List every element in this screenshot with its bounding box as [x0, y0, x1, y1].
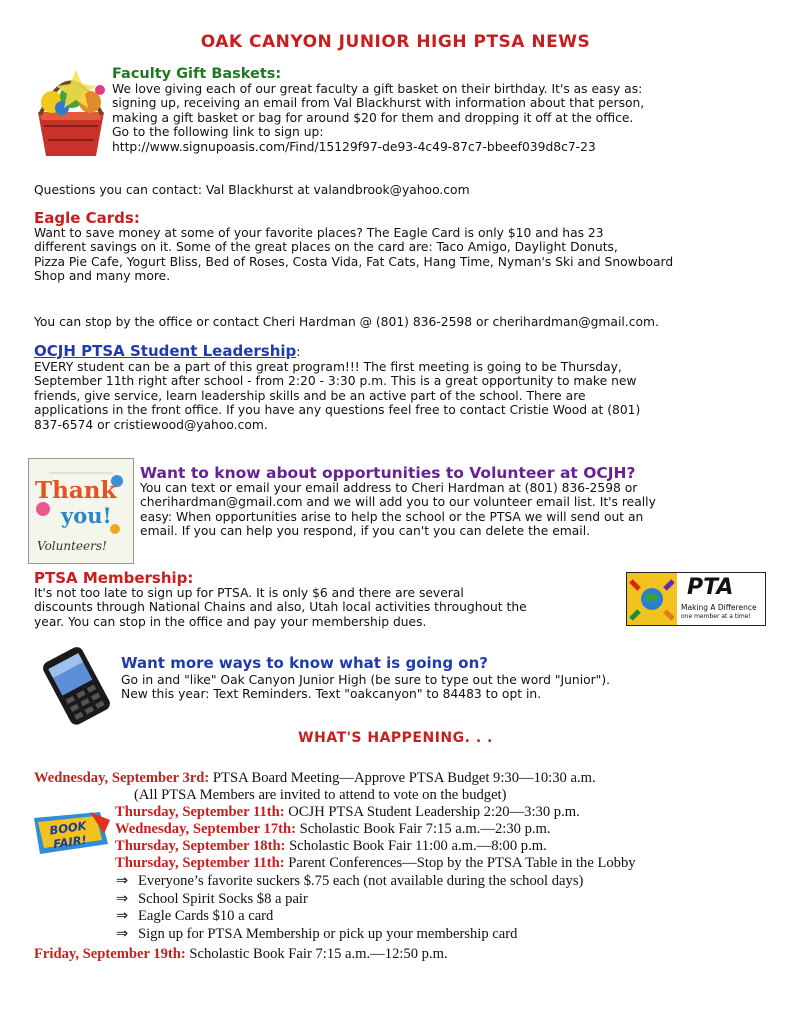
page-title: OAK CANYON JUNIOR HIGH PTSA NEWS [200, 32, 591, 52]
volunteer-line: easy: When opportunities arise to help the school or the PTSA we will send out an [140, 509, 644, 524]
pta-logo-sub1: Making A Difference [681, 603, 757, 612]
leadership-line: September 11th right after school - from 2:20 - 3:30 p.m. This is a great opportunity to make new [34, 374, 637, 389]
bullet-text: Everyone’s favorite suckers $.75 each (not available during the school days) [138, 873, 584, 889]
membership-heading: PTSA Membership: [34, 569, 194, 587]
volunteers-caption: Volunteers! [37, 539, 107, 553]
membership-line: discounts through National Chains and also, Utah local activities throughout the [34, 600, 527, 615]
bullet-text: School Spirit Socks $8 a pair [138, 890, 308, 907]
pta-logo-text: PTA [687, 575, 734, 600]
volunteer-line: email. If you can help you respond, if you can't you can delete the email. [140, 524, 591, 539]
ways-heading: Want more ways to know what is going on? [121, 654, 488, 672]
signup-link[interactable]: http://www.signupoasis.com/Find/15129f97-de93-4c49-87c7-bbeef039d8c7-23 [112, 139, 596, 154]
leadership-line: applications in the front office. If you have any questions feel free to contact Cristie Wood at (801) [34, 403, 641, 418]
event-date: Wednesday, September 17th: [115, 821, 296, 837]
event-date: Wednesday, September 3rd: [34, 770, 210, 786]
volunteer-section [140, 466, 758, 539]
faculty-section [112, 67, 758, 155]
membership-section [34, 571, 622, 629]
ways-section [121, 656, 761, 702]
bullet-text: Sign up for PTSA Membership or pick up your membership card [138, 925, 518, 942]
faculty-line: signing up, receiving an email from Val Blackhurst with information about that person, [112, 96, 645, 111]
volunteer-heading: Want to know about opportunities to Volunteer at OCJH? [140, 464, 636, 482]
event-text: Scholastic Book Fair 7:15 a.m.—2:30 p.m. [295, 821, 551, 837]
eagle-contact: You can stop by the office or contact Cheri Hardman @ (801) 836-2598 or cherihardman@gmail.com. [34, 315, 659, 329]
leadership-line: friends, give service, learn leadership skills and be an active part of the school. There are [34, 388, 586, 403]
arrow-icon: ⇒ [116, 925, 129, 942]
event-date: Thursday, September 11th: [115, 804, 285, 820]
pta-logo [626, 572, 766, 626]
event-text: Scholastic Book Fair 11:00 a.m.—8:00 p.m. [285, 838, 547, 854]
arrow-icon: ⇒ [116, 908, 129, 925]
gift-basket-icon [30, 60, 112, 158]
eagle-line: different savings on it. Some of the great places on the card are: Taco Amigo, Daylight Donuts, [34, 240, 618, 255]
pta-logo-sub2: one member at a time! [681, 613, 751, 620]
faculty-contact: Questions you can contact: Val Blackhurst at valandbrook@yahoo.com [34, 183, 470, 197]
eagle-line: Shop and many more. [34, 269, 171, 284]
event-row [115, 855, 785, 873]
faculty-line: We love giving each of our great faculty a gift basket on their birthday. It's as easy as: [112, 81, 643, 96]
eagle-line: Want to save money at some of your favorite places? The Eagle Card is only $10 and has 23 [34, 225, 604, 240]
eagle-heading: Eagle Cards: [34, 209, 140, 227]
hands-globe-icon [627, 573, 677, 625]
leadership-line: 837-6574 or cristiewood@yahoo.com. [34, 417, 268, 432]
ways-line: New this year: Text Reminders. Text "oakcanyon" to 84483 to opt in. [121, 687, 542, 702]
you-word: you! [61, 503, 112, 528]
event-date: Friday, September 19th: [34, 946, 186, 962]
arrow-icon: ⇒ [116, 873, 129, 889]
event-text: Parent Conferences—Stop by the PTSA Table in the Lobby [284, 855, 636, 871]
event-text: OCJH PTSA Student Leadership 2:20—3:30 p.m. [284, 804, 580, 820]
bullet-item [116, 926, 776, 944]
event-text: PTSA Board Meeting—Approve PTSA Budget 9:30—10:30 a.m. [209, 770, 596, 786]
event-row [115, 838, 775, 856]
book-fair-label: BOOK FAIR! [48, 818, 88, 852]
leadership-heading: OCJH PTSA Student Leadership [34, 342, 297, 360]
leadership-section [34, 344, 758, 433]
bullet-list [116, 873, 776, 943]
ways-line: Go in and "like" Oak Canyon Junior High (be sure to type out the word "Junior"). [121, 672, 611, 687]
volunteer-line: cherihardman@gmail.com and we will add you to our volunteer email list. It's really [140, 495, 656, 510]
leadership-line: EVERY student can be a part of this great program!!! The first meeting is going to be Thursday, [34, 359, 622, 374]
event-date: Thursday, September 11th: [115, 855, 285, 871]
event-row [115, 821, 775, 839]
faculty-line: making a gift basket or bag for around $20 for them and dropping it off at the office. [112, 110, 634, 125]
bullet-item [116, 908, 776, 926]
membership-line: It's not too late to sign up for PTSA. It is only $6 and there are several [34, 585, 464, 600]
eagle-section [34, 211, 758, 284]
leadership-colon: : [296, 345, 301, 359]
volunteer-line: You can text or email your email address to Cheri Hardman at (801) 836-2598 or [140, 480, 638, 495]
event-row [34, 946, 774, 964]
bullet-item [116, 891, 776, 909]
event-row [34, 770, 774, 788]
eagle-line: Pizza Pie Cafe, Yogurt Bliss, Bed of Roses, Costa Vida, Fat Cats, Hang Time, Nyman's Ski and Snowboard [34, 254, 674, 269]
event-text: Scholastic Book Fair 7:15 a.m.—12:50 p.m. [185, 946, 448, 962]
thank-word: Thank [35, 477, 117, 504]
faculty-heading: Faculty Gift Baskets: [112, 66, 282, 82]
thank-you-volunteers-image [28, 458, 134, 564]
happening-heading: WHAT'S HAPPENING. . . [298, 730, 493, 746]
event-date: Thursday, September 18th: [115, 838, 286, 854]
faculty-line: Go to the following link to sign up: [112, 125, 324, 140]
bullet-text: Eagle Cards $10 a card [138, 908, 274, 925]
cell-phone-icon [36, 645, 116, 725]
event-note: (All PTSA Members are invited to attend to vote on the budget) [134, 787, 507, 803]
event-row [115, 804, 775, 822]
membership-line: year. You can stop in the office and pay your membership dues. [34, 614, 427, 629]
bullet-item [116, 873, 776, 891]
arrow-icon: ⇒ [116, 890, 129, 907]
